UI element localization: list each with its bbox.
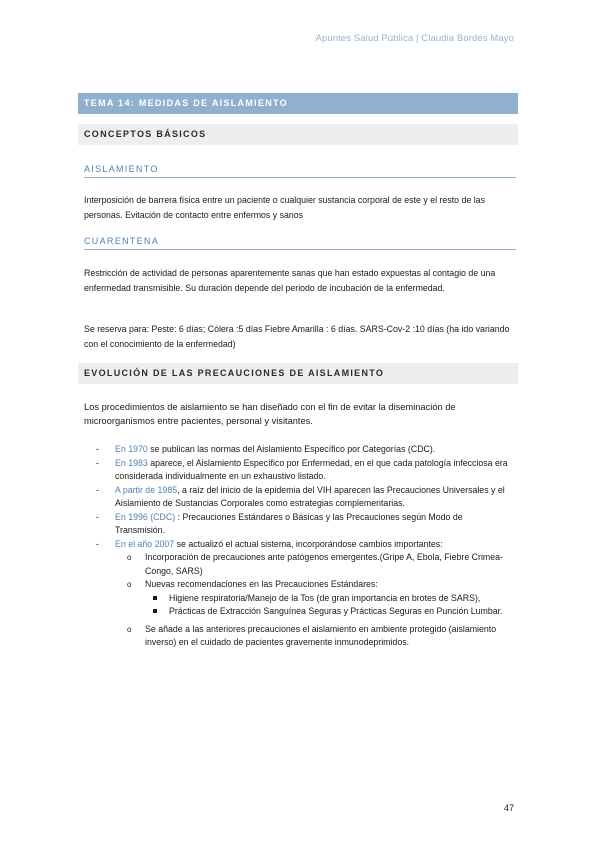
change-text: Incorporación de precauciones ante patógenos emergentes.(Gripe A, Ebola, Fiebre Crimea-Congo, SARS) (145, 552, 503, 576)
change-item (115, 551, 514, 578)
changes-list (115, 551, 514, 650)
page-number: 47 (503, 803, 514, 813)
timeline-list (84, 443, 514, 650)
subheading-cuarentena: CUARENTENA (84, 236, 516, 250)
dash-bullet: - (96, 484, 99, 495)
timeline-date: En 1983 (115, 457, 148, 468)
circle-bullet: o (127, 580, 132, 589)
standard-precautions-list (145, 592, 514, 619)
timeline-item (84, 538, 514, 650)
precaution-text: Prácticas de Extracción Sanguínea Seguras y Prácticas Seguras en Punción Lumbar. (169, 606, 503, 616)
aislamiento-definition: Interposición de barrera física entre un paciente o cualquier sustancia corporal de este y el resto de las personas. Evitación de contacto entre enfermos y sanos (84, 195, 485, 220)
change-text: Se añade a las anteriores precauciones el aislamiento en ambiente protegido (aislamiento inverso) en el cuidado de pacientes gravemente inmunodeprimidos. (145, 623, 497, 647)
dash-bullet: - (96, 538, 99, 549)
section-heading-evolucion: EVOLUCIÓN DE LAS PRECAUCIONES DE AISLAMIENTO (78, 363, 518, 384)
timeline-date: En 1970 (115, 444, 148, 454)
timeline-text: aparece, el Aislamiento Específico por Enfermedad, en el que cada patología infecciosa era considerada individualmente en un exhaustivo listado. (115, 457, 508, 481)
timeline-item (84, 457, 514, 484)
timeline-date: En 1996 (CDC) (115, 511, 176, 522)
square-bullet-icon (153, 596, 157, 600)
timeline-date: En el año 2007 (115, 538, 175, 549)
evolucion-intro: Los procedimientos de aislamiento se han diseñado con el fin de evitar la diseminación de microorganismos entre pacientes, personal y visitantes. (84, 402, 456, 426)
dash-bullet: - (96, 457, 99, 468)
cuarentena-durations: Se reserva para: Peste: 6 días; Cólera :5 días Fiebre Amarilla : 6 días. SARS-Cov-2 :10 días (ha ido variando con el conocimiento de la enfermedad) (84, 324, 510, 349)
timeline-item (84, 511, 514, 538)
precaution-item (145, 605, 514, 619)
page-header: Apuntes Salud Pública | Claudia Bordés Mayo (315, 33, 514, 44)
timeline-text: , a raíz del inicio de la epidemia del VIH aparecen las Precauciones Universales y el Aislamiento de Sustancias Corporales como estrategias complementarias. (115, 484, 505, 508)
section-heading-conceptos: CONCEPTOS BÁSICOS (78, 124, 518, 145)
circle-bullet: o (127, 624, 132, 634)
timeline-text: se publican las normas del Aislamiento Específico por Categorías (CDC). (147, 444, 436, 454)
precaution-item (145, 592, 514, 606)
chapter-title: TEMA 14: MEDIDAS DE AISLAMIENTO (78, 93, 518, 114)
timeline-item (84, 443, 514, 457)
circle-bullet: o (127, 553, 132, 562)
precaution-text: Higiene respiratoria/Manejo de la Tos (de gran importancia en brotes de SARS), (169, 592, 481, 603)
cuarentena-definition: Restricción de actividad de personas aparentemente sanas que han estado expuestas al contagio de una enfermedad transmisible. Su duración depende del periodo de incubación de la enfermedad. (84, 268, 496, 293)
timeline-text: se actualizó el actual sistema, incorporándose cambios importantes: (174, 538, 443, 549)
timeline-text: : Precauciones Estándares o Básicas y las Precauciones según Modo de Transmisión. (115, 511, 463, 535)
timeline-item (84, 484, 514, 511)
timeline-date: A partir de 1985 (115, 484, 178, 495)
square-bullet-icon (153, 609, 157, 613)
change-text: Nuevas recomendaciones en las Precauciones Estándares: (145, 579, 378, 589)
dash-bullet: - (96, 444, 99, 454)
change-item (115, 578, 514, 619)
change-item (115, 623, 514, 650)
dash-bullet: - (96, 511, 99, 522)
subheading-aislamiento: AISLAMIENTO (84, 164, 516, 178)
